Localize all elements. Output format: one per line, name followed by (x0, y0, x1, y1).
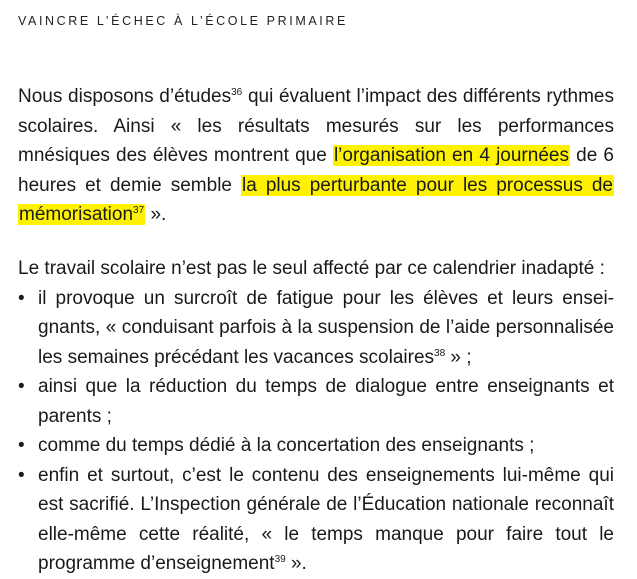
list-item (18, 461, 614, 579)
consequences-list (18, 284, 614, 579)
list-item-text-end: » ; (445, 346, 472, 368)
highlight-organisation: l’organisation en 4 journées (333, 145, 569, 166)
text-segment: ». (145, 204, 167, 225)
bullet-marker: • (18, 464, 25, 486)
list-item (18, 372, 614, 431)
bullet-marker: • (18, 376, 25, 397)
footnote-ref-38[interactable]: 38 (434, 347, 446, 359)
consequences-intro: Le travail scolaire n’est pas le seul affecté par ce calendrier inadapté : (18, 258, 605, 279)
paragraph-study-evidence (18, 82, 614, 230)
highlight-text: la plus perturbante pour les processus de mémorisation (19, 174, 613, 225)
list-item-text: enfin et surtout, c’est le contenu des enseignements lui-même qui est sacrifié. L’Inspection générale de l’Éducation nationale reconnaît elle-même cette réalité, « le temps manque pour faire tout le programme d’enseignement (38, 464, 614, 574)
list-item-text: comme du temps dédié à la concertation des enseignants ; (38, 435, 535, 456)
footnote-ref-39[interactable]: 39 (274, 554, 286, 565)
paragraph-consequences (18, 254, 614, 579)
list-item-text: ainsi que la réduction du temps de dialogue entre enseignants et parents ; (38, 376, 614, 427)
bullet-marker: • (18, 435, 25, 456)
footnote-ref-36[interactable]: 36 (231, 87, 243, 98)
text-segment: de 6 heures et demie semble (18, 145, 614, 196)
list-item (18, 431, 614, 461)
text-segment: Nous disposons d’études (18, 86, 232, 107)
running-header: VAINCRE L’ÉCHEC À L’ÉCOLE PRIMAIRE (18, 14, 348, 28)
bullet-marker: • (18, 287, 25, 309)
text-segment: qui évaluent l’impact des différents rythmes scolaires. Ainsi « les résultats mesurés sur les performances mnésiques des élèves montrent que (18, 86, 614, 166)
list-item-text: il provoque un surcroît de fatigue pour les élèves et leurs enseignants, « conduisant parfois à la suspension de l’aide personnalisée les semaines précédant les vacances scolaires (38, 287, 614, 368)
list-item (18, 284, 614, 373)
footnote-ref-37[interactable]: 37 (133, 205, 145, 216)
list-item-text-end: ». (285, 553, 307, 574)
